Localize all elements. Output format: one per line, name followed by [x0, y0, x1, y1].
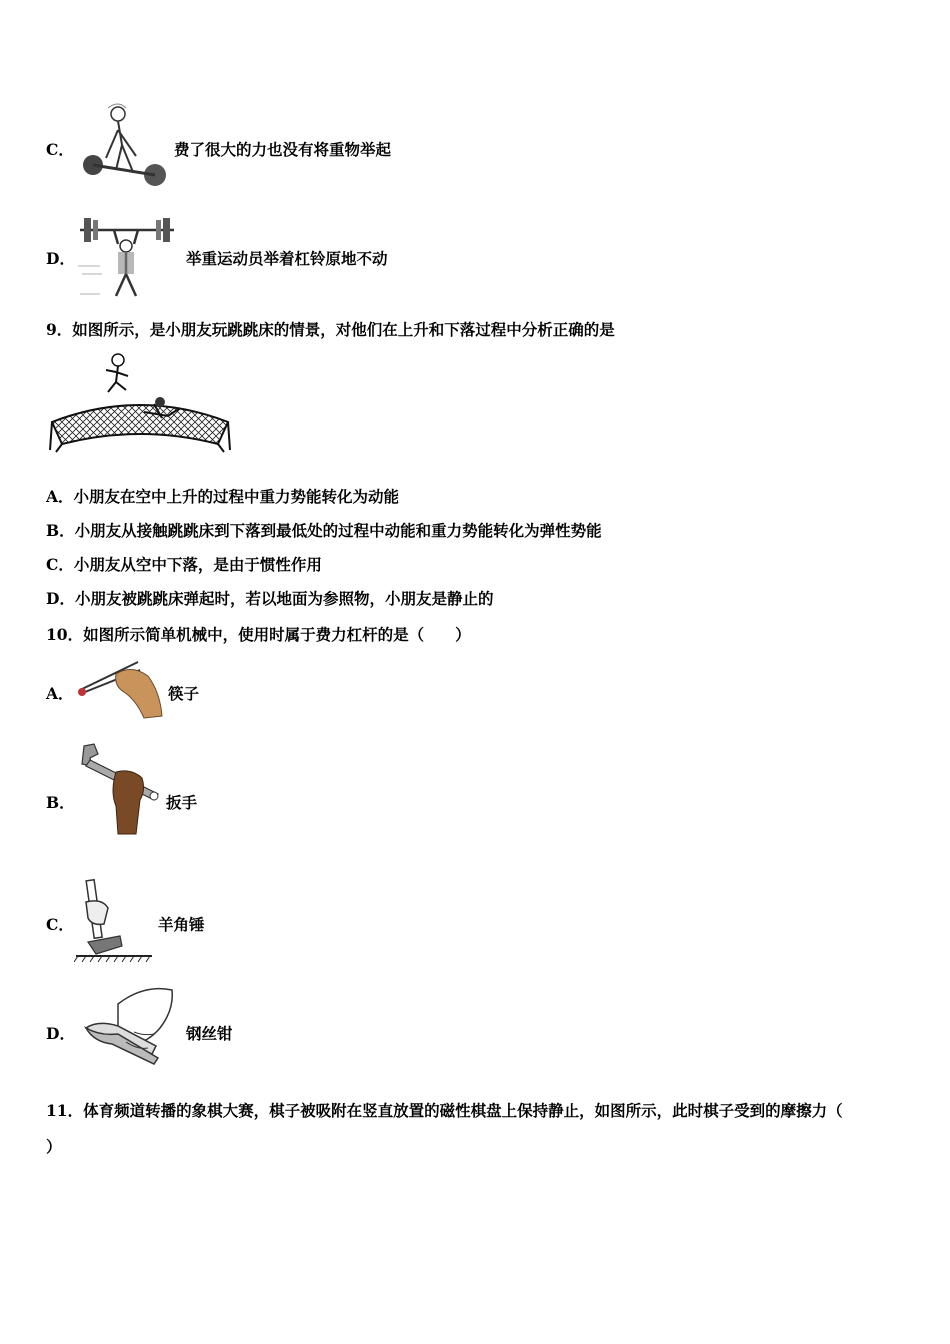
q10-option-d-text: 钢丝钳: [186, 1024, 233, 1043]
weightlifting-struggle-figure: [78, 100, 172, 190]
q10-option-c-text: 羊角锤: [158, 915, 205, 934]
q10-option-b-label: B．: [46, 793, 75, 812]
chopsticks-figure: [74, 656, 164, 722]
q10-option-c-label: C．: [46, 915, 74, 934]
q9-option-b: B．小朋友从接触跳跳床到下落到最低处的过程中动能和重力势能转化为弹性势能: [46, 521, 602, 540]
q8-option-c-label: C．: [46, 140, 74, 159]
trampoline-figure: [48, 352, 232, 456]
q9-option-d: D．小朋友被跳跳床弹起时，若以地面为参照物，小朋友是静止的: [46, 589, 494, 608]
q8-option-d-label: D．: [46, 249, 75, 268]
q10-option-d-label: D．: [46, 1024, 75, 1043]
q10-option-a-label: A．: [46, 684, 74, 703]
q10-option-b-text: 扳手: [166, 793, 198, 812]
q9-option-a: A．小朋友在空中上升的过程中重力势能转化为动能: [46, 487, 400, 506]
claw-hammer-figure: [74, 876, 154, 968]
barbell-hold-figure: [76, 212, 180, 304]
q11-stem-line1: 11．体育频道转播的象棋大赛，棋子被吸附在竖直放置的磁性棋盘上保持静止，如图所示，此时棋子受到的摩擦力（: [46, 1101, 843, 1120]
wrench-figure: [74, 742, 164, 836]
q11-stem-line2: ）: [46, 1137, 62, 1156]
q10-option-a-text: 筷子: [168, 684, 200, 703]
q9-option-c: C．小朋友从空中下落，是由于惯性作用: [46, 555, 322, 574]
q9-stem: 9．如图所示，是小朋友玩跳跳床的情景，对他们在上升和下落过程中分析正确的是: [46, 320, 615, 339]
pliers-figure: [78, 984, 176, 1066]
q8-option-c-text: 费了很大的力也没有将重物举起: [174, 140, 392, 159]
q8-option-d-text: 举重运动员举着杠铃原地不动: [186, 249, 388, 268]
q10-stem: 10．如图所示简单机械中，使用时属于费力杠杆的是（ ）: [46, 625, 471, 644]
